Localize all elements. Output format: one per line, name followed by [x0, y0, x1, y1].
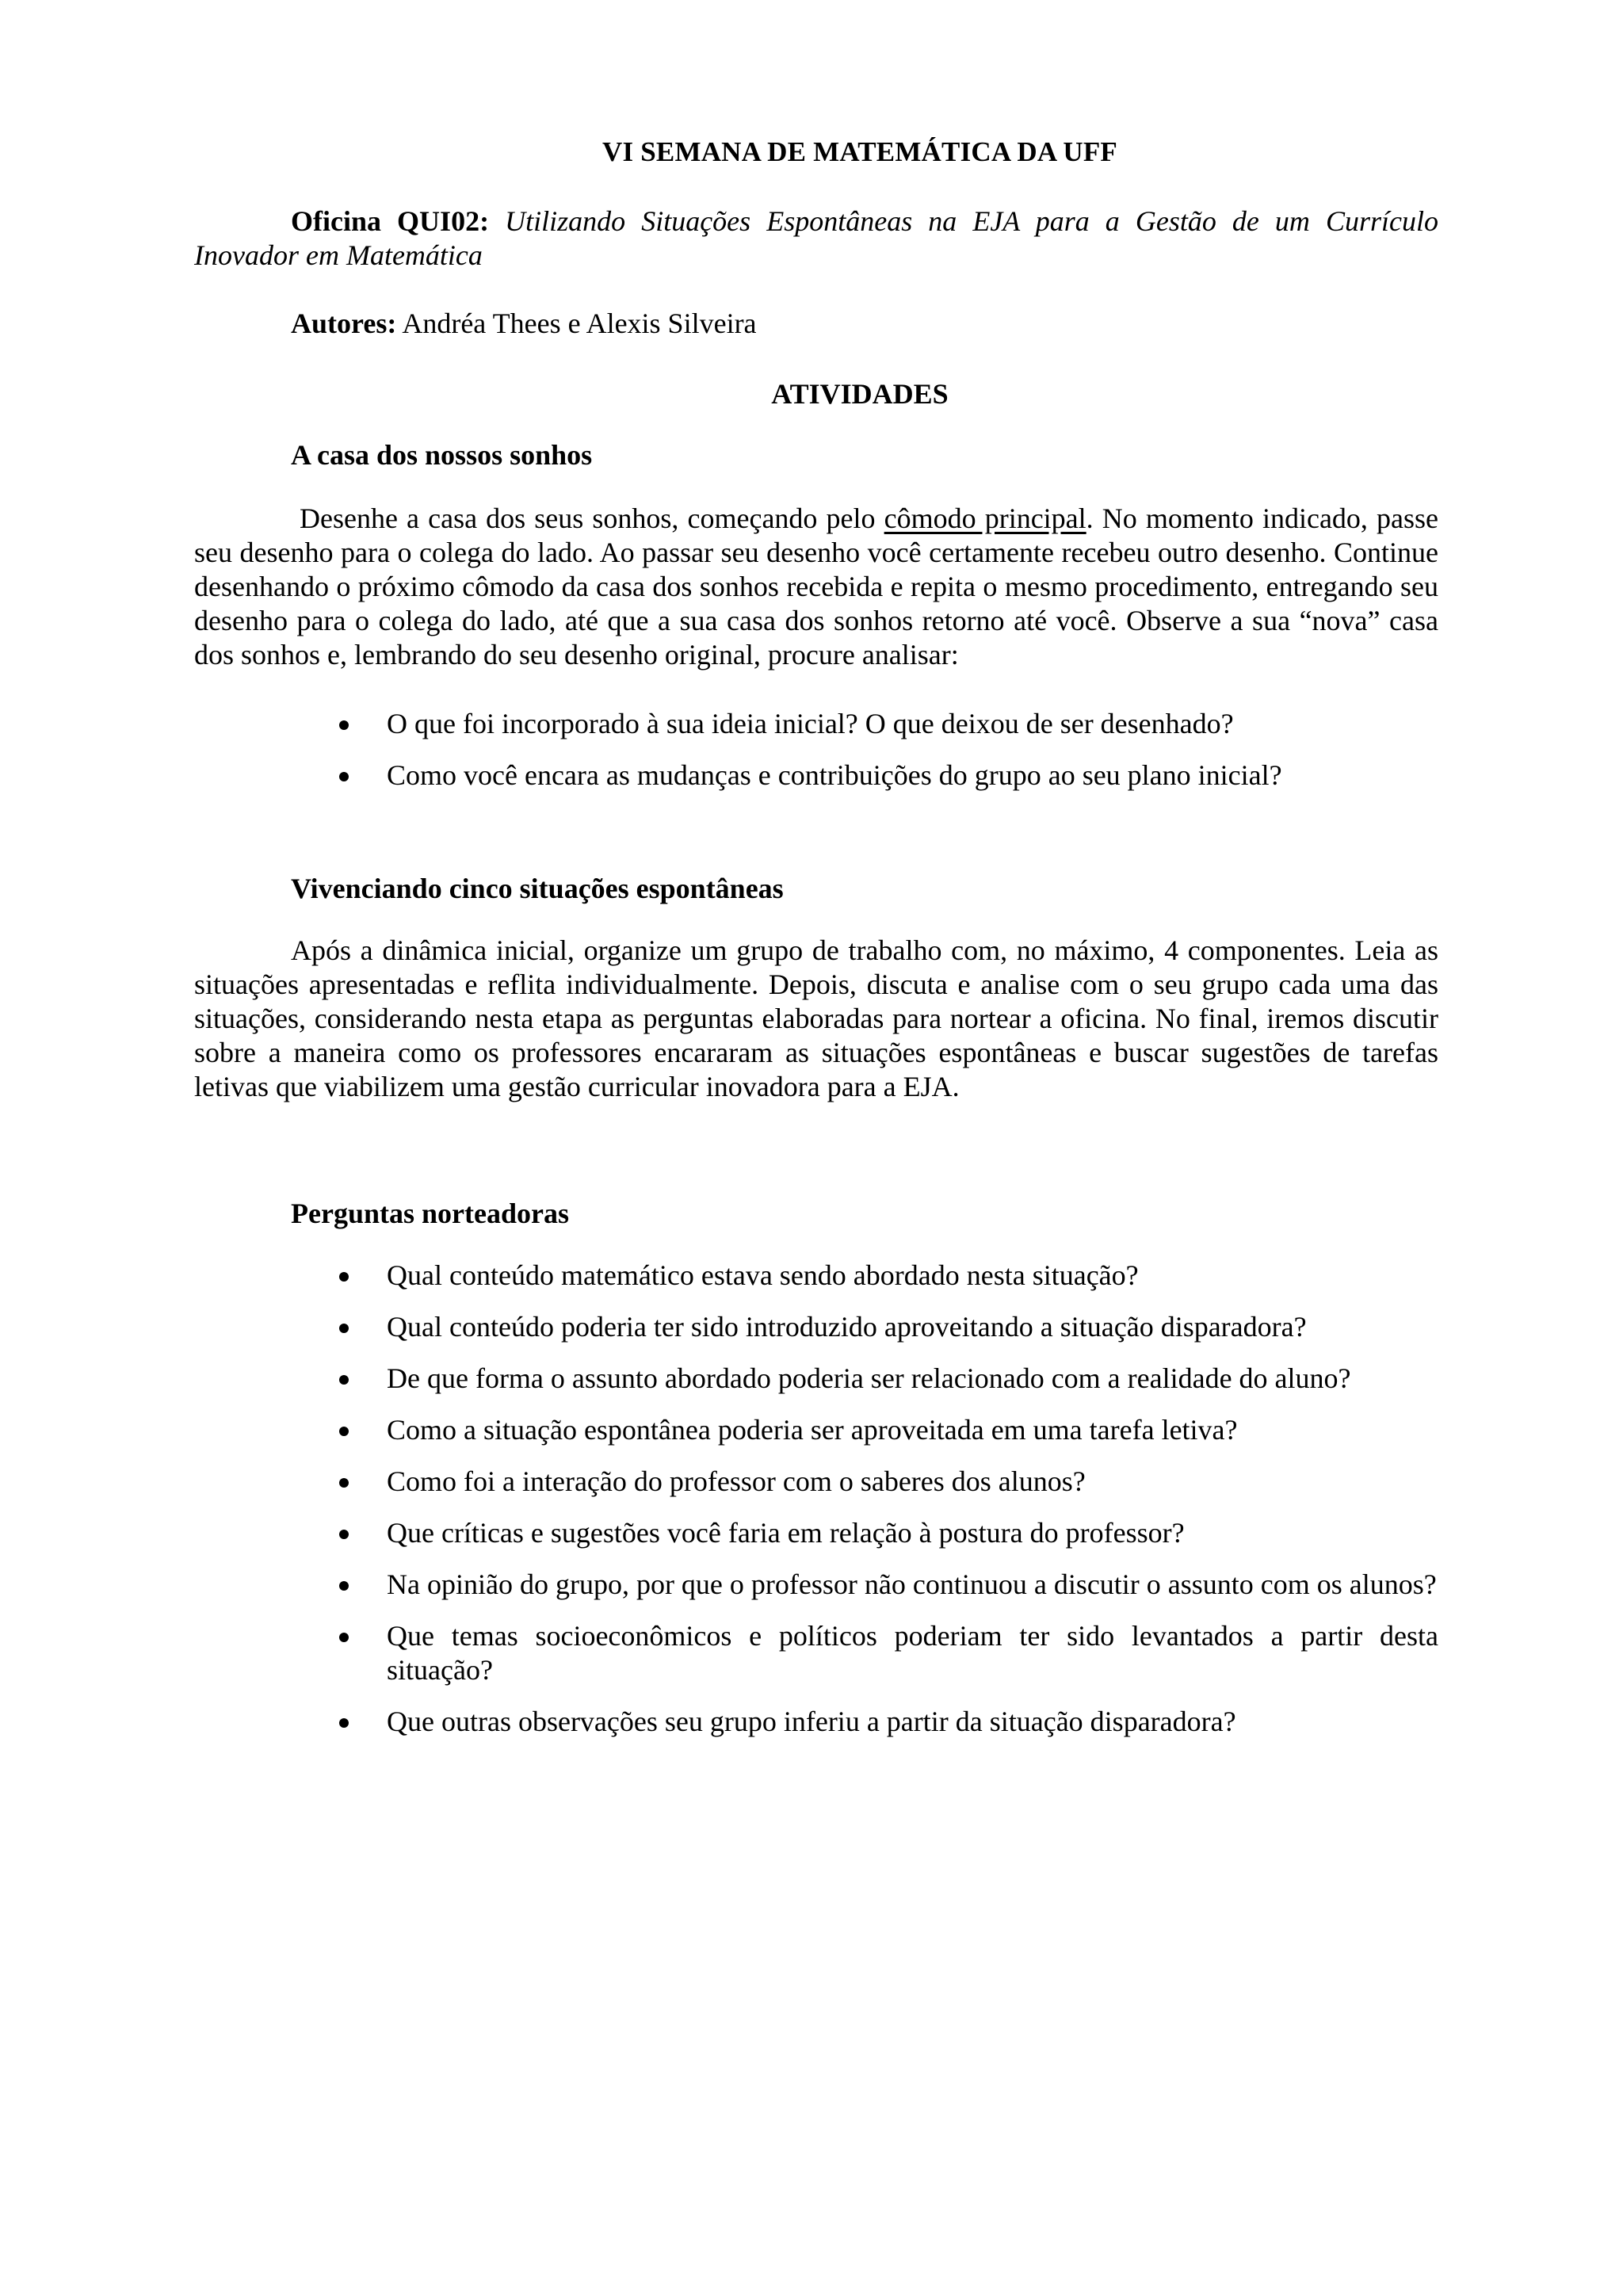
section1-heading: A casa dos nossos sonhos: [291, 439, 593, 471]
list-item: Que críticas e sugestões você faria em relação à postura do professor?: [333, 1516, 1438, 1550]
section1-bullet-list: [333, 707, 1438, 810]
section-heading-atividades: ATIVIDADES: [771, 378, 949, 410]
autores-line: [194, 307, 1438, 341]
list-item: Como foi a interação do professor com o saberes dos alunos?: [333, 1465, 1438, 1499]
section3-bullet-list: [333, 1259, 1438, 1756]
autores-label: Autores:: [291, 308, 397, 339]
list-item: De que forma o assunto abordado poderia ser relacionado com a realidade do aluno?: [333, 1362, 1438, 1396]
list-item: Que outras observações seu grupo inferiu a partir da situação disparadora?: [333, 1705, 1438, 1739]
list-item: Como você encara as mudanças e contribuições do grupo ao seu plano inicial?: [333, 758, 1438, 793]
section2-paragraph: Após a dinâmica inicial, organize um grupo de trabalho com, no máximo, 4 componentes. Leia as situações apresentadas e reflita individualmente. Depois, discuta e analise com o seu grupo cada uma das situações, considerando nesta etapa as perguntas elaboradas para nortear a oficina. No final, iremos discutir sobre a maneira como os professores encararam as situações espontâneas e buscar sugestões de tarefas letivas que viabilizem uma gestão curricular inovadora para a EJA.: [194, 934, 1438, 1102]
oficina-title: Utilizando Situações Espontâneas na EJA para a Gestão de um Currículo Inovador em Matemática: [194, 205, 1438, 271]
autores-names: Andréa Thees e Alexis Silveira: [402, 308, 757, 339]
section1-paragraph: [194, 502, 1438, 672]
list-item: Qual conteúdo poderia ter sido introduzido aproveitando a situação disparadora?: [333, 1310, 1438, 1344]
list-item: Qual conteúdo matemático estava sendo abordado nesta situação?: [333, 1259, 1438, 1293]
section3-heading: Perguntas norteadoras: [291, 1198, 569, 1229]
section1-paragraph-pre: Desenhe a casa dos seus sonhos, começando pelo: [300, 502, 884, 534]
list-item: Que temas socioeconômicos e políticos poderiam ter sido levantados a partir desta situação?: [333, 1619, 1438, 1687]
oficina-line: [194, 204, 1438, 273]
list-item: O que foi incorporado à sua ideia inicial? O que deixou de ser desenhado?: [333, 707, 1438, 741]
section1-paragraph-underlined: cômodo principal: [884, 502, 1086, 534]
list-item: Na opinião do grupo, por que o professor não continuou a discutir o assunto com os alunos?: [333, 1568, 1438, 1602]
section1-paragraph-post: . No momento indicado, passe seu desenho para o colega do lado. Ao passar seu desenho você certamente recebeu outro desenho. Continue desenhando o próximo cômodo da casa dos sonhos recebida e repita o mesmo procedimento, entregando seu desenho para o colega do lado, até que a sua casa dos sonhos retorno até você. Observe a sua “nova” casa dos sonhos e, lembrando do seu desenho original, procure analisar:: [194, 502, 1439, 670]
section2-heading: Vivenciando cinco situações espontâneas: [291, 873, 784, 904]
oficina-label: Oficina QUI02:: [291, 205, 490, 237]
document-title: VI SEMANA DE MATEMÁTICA DA UFF: [602, 136, 1117, 167]
list-item: Como a situação espontânea poderia ser aproveitada em uma tarefa letiva?: [333, 1413, 1438, 1447]
